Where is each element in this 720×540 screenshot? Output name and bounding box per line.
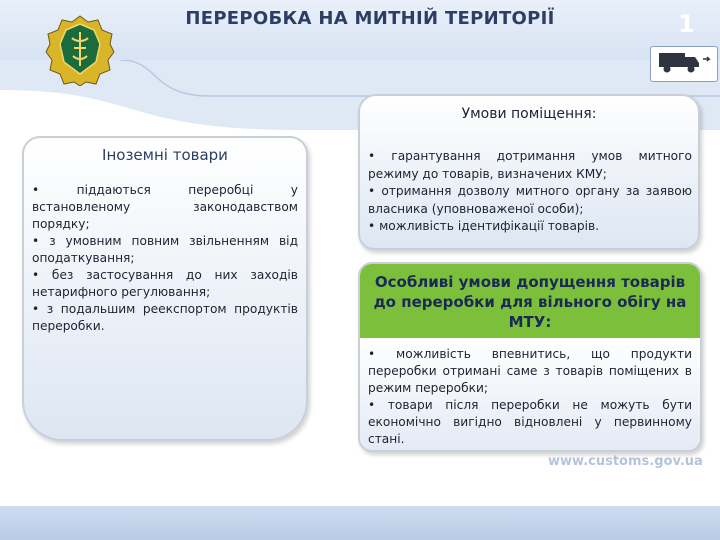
foreign-goods-card (22, 136, 308, 441)
customs-emblem-icon (44, 14, 116, 86)
truck-icon-frame[interactable] (650, 46, 718, 82)
slide-number: 1 (678, 10, 695, 38)
foreign-goods-heading: Іноземні товари (102, 146, 228, 164)
special-conditions-header (360, 264, 700, 340)
footer-url[interactable]: www.customs.gov.ua (548, 454, 703, 469)
truck-icon (651, 47, 717, 81)
special-conditions-text: • можливість впевнитись, що продукти переробки отримані саме з товарів поміщених в режим переробки; • товари після переробки не можуть бути економічно вигідно відновлені у первинному стані. (368, 347, 692, 446)
special-conditions-heading: Особливі умови допущення товарів до переробки для вільного обігу на МТУ: (373, 273, 687, 331)
page-title: ПЕРЕРОБКА НА МИТНІЙ ТЕРИТОРІЇ (185, 8, 555, 29)
placement-conditions-card (358, 94, 700, 250)
placement-conditions-heading: Умови поміщення: (461, 106, 597, 122)
special-conditions-body (360, 338, 700, 452)
foreign-goods-text: • піддаються переробці у встановленому законодавством порядку; • з умовним повним звільненням від оподаткування; • без застосування до них заходів нетарифного регулювання; • з подальшим реекспортом продуктів переробки. (32, 183, 298, 333)
footer-band (0, 506, 720, 540)
placement-conditions-text: • гарантування дотримання умов митного режиму до товарів, визначених КМУ; • отримання дозволу митного органу за заявою власника (уповноваженої особи); • можливість ідентифікації товарів. (368, 149, 692, 233)
special-conditions-card (358, 262, 702, 452)
